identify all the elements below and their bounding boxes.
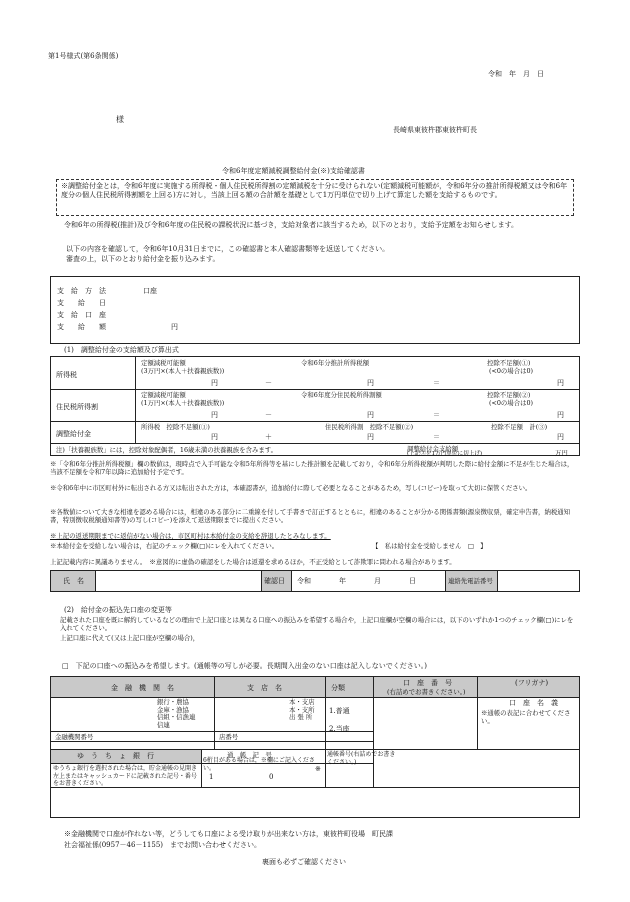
amount-label: 支 給 額 [57, 323, 106, 331]
date-field[interactable]: 令和 年 月 日 [297, 577, 416, 585]
note-2 [50, 484, 578, 492]
intro-3: 審査の上，以下のとおり給付金を振り込みます。 [66, 255, 220, 263]
addressee-suffix: 様 [116, 115, 124, 124]
account-change-checkbox[interactable]: □ 下記の口座への振込みを希望します。(通帳等の写しが必要。長期間入出金のない口座は記入しないでください。) [62, 662, 428, 670]
form-number: 第1号様式(第6条関係) [48, 52, 119, 60]
yucho-label: ゆ う ち ょ 銀 行 [77, 752, 154, 760]
name-field[interactable] [97, 573, 257, 589]
row2-h3: 控除不足額(②) [487, 391, 531, 399]
date-label: 確認日 [264, 577, 285, 585]
method-value: 口座 [143, 287, 157, 295]
row3-label: 調整給付金 [56, 430, 91, 438]
section2-line1: 記載された口座を既に解約しているなどの理由で上記口座とは異なる口座への振込みを希望する場合や，上記口座欄が空欄の場合には，以下のいずれか1つのチェック欄(□)にレを入れてください。 [60, 616, 574, 632]
row2-h3b: (<0の場合は0) [489, 399, 534, 407]
row1-h3: 控除不足額(①) [487, 359, 531, 367]
note-3-text: ※各数値について大きな相違を認める場合には，相違のある部分に二重線を付して手書きで訂正するとともに，相違のあることが分かる関係書類(源泉徴収票，確定申告書，納税通知書，特別徴収税額通知書等)の写し(コピー)を添えて返送期限までに提出ください。 [50, 508, 571, 524]
amount-unit: 円 [171, 323, 178, 331]
row2-h1: 定額減税可能額 [141, 391, 186, 399]
page-title: 令和6年度定額減税調整給付金(※)支給確認書 [222, 167, 365, 175]
name-label: 氏 名 [63, 577, 84, 585]
footer-line1: ※金融機関で口座が作れない等，どうしても口座による受け取りが出来ない方は，東彼杵町役場 町民課 [64, 830, 393, 838]
notice-box: ※調整給付金とは，令和6年度に実施する所得税・個人住民税所得割の定額減税を十分に受けられない(定額減税可能額が，令和6年分の推計所得税額又は令和6年度分の個人住民税所得割額を上回る)方に対し，当該上回る額の合計額を基礎として1万円単位で切り上げて算定した額を支給するものです。 [56, 179, 574, 216]
bank-code-label: 金融機関番号 [55, 733, 94, 741]
yen: 円 [557, 433, 564, 441]
yen: 円 [367, 411, 374, 419]
row3-e: (上記③を1万円単位に切上げ) [407, 451, 483, 457]
note-1 [50, 460, 578, 476]
bank-header: 金 融 機 関 名 [111, 684, 174, 692]
note-4: ※上記の返送期限までに返信がない場合は，市区町村は本給付金の支給を辞退したとみなします。 [50, 532, 331, 540]
minus: － [265, 379, 272, 387]
type-current[interactable]: 2.当座 [329, 725, 350, 733]
row2-h2: 令和6年度分住民税所得割額 [301, 391, 382, 399]
payment-info-box [50, 276, 580, 344]
account-label: 支 給 口 座 [57, 311, 106, 319]
intro-2: 以下の内容を確認して，令和6年10月31日までに，この確認書と本人確認書類等を返送してください。 [66, 245, 390, 253]
calc-heading: (1) 調整給付金の支給額及び算出式 [64, 346, 179, 354]
bank-kinds: 銀行・農協 金庫・漁協 信組・信漁連 信連 [157, 698, 196, 730]
row1-h1: 定額減税可能額 [141, 359, 186, 367]
equals: ＝ [433, 433, 440, 441]
row2-h1b: (1万円×(本人＋扶養親族数)) [141, 399, 225, 407]
type-normal[interactable]: 1.普通 [329, 707, 350, 715]
row2-label: 住民税所得割 [56, 403, 98, 411]
minus: － [265, 411, 272, 419]
passbook-code-label: 通 帳 記 号 [227, 751, 272, 759]
note-5: ※本給付金を受給しない場合は，右記のチェック欄(□)にレを入れてください。 [50, 542, 279, 550]
kana-header: (フリガナ) [515, 679, 549, 687]
passbook-no-label: 通帳番号(右詰めでお書きください。) [327, 751, 396, 766]
type-header: 分類 [331, 684, 345, 692]
note-3 [50, 508, 578, 524]
row3-c: 控除不足額 計(③) [491, 423, 548, 431]
acct-header-note: (右詰めでお書きください。) [387, 688, 466, 696]
yen: 円 [367, 433, 374, 441]
phone-label: 連絡先電話番号 [448, 577, 493, 585]
row1-h1b: (3万円×(本人＋扶養親族数)) [141, 367, 225, 375]
section2-line2: 上記口座に代えて(又は上記口座が空欄の場合)， [60, 634, 200, 642]
decline-checkbox[interactable]: 【 私は給付金を受給しません □ 】 [372, 542, 487, 550]
sign-table [50, 570, 580, 592]
row1-h2: 令和6年分推計所得税額 [301, 359, 369, 367]
branch-kinds: 本・支店 本・支所 出 張 所 [289, 698, 315, 722]
asterisk-mark: ※ [315, 765, 321, 773]
account-name-note: ※通帳の表記に合わせてください。 [481, 709, 571, 725]
yen: 円 [557, 411, 564, 419]
date-label: 支 給 日 [57, 299, 106, 307]
confirm-line: 上記記載内容に異議ありません。 ※意図的に虚偽の確認をした場合は返還を求めるほか，不正受給として詐欺罪に問われる場合があります。 [50, 558, 456, 566]
yucho-note: ゆうちょ銀行を選択された場合は，貯金通帳の見開き左上またはキャッシュカードに記載された記号・番号をお書きください。 [53, 765, 198, 787]
row3-d: 調整給付金支給額 [407, 445, 459, 453]
equals: ＝ [433, 379, 440, 387]
yen: 円 [211, 379, 218, 387]
row1-label: 所得税 [56, 371, 77, 379]
calc-table [50, 356, 580, 456]
row3-a: 所得税 控除不足額(①) [141, 423, 210, 431]
yen: 円 [367, 379, 374, 387]
code-digit-1: 1 [209, 773, 214, 781]
yen: 円 [211, 411, 218, 419]
note-1-text: ※「令和6年分推計所得税額」欄の数値は，現時点で入手可能な令和5年所得等を基にした推計額を記載しており，令和6年分所得税額が判明した際に給付金額に不足が生じた場合は，当該不足額を令和7年以降に追加給付予定です。 [50, 460, 574, 476]
date-line: 令和 年 月 日 [488, 70, 544, 78]
man-yen: 万円 [555, 449, 568, 457]
calc-note: 注)「扶養親族数」には，控除対象配偶者，16歳未満の扶養親族を含みます。 [56, 446, 278, 454]
passbook-code-note: 6桁目がある場合は，※欄にご記入ください。 [203, 757, 315, 772]
row1-h3b: (<0の場合は0) [489, 367, 534, 375]
equals: ＝ [433, 411, 440, 419]
row3-b: 住民税所得割 控除不足額(②) [325, 423, 414, 431]
bank-table [50, 676, 580, 818]
plus: ＋ [265, 433, 272, 441]
phone-field[interactable] [499, 573, 577, 589]
branch-header: 支 店 名 [247, 684, 282, 692]
branch-code-label: 店番号 [219, 733, 239, 741]
section2-heading: (2) 給付金の振込先口座の変更等 [64, 606, 172, 614]
issuer: 長崎県東彼杵郡東彼杵町長 [393, 126, 477, 134]
footer-line2: 社会福祉係(0957－46－1155) までお問い合わせください。 [64, 841, 261, 849]
account-name-label: 口 座 名 義 [509, 699, 558, 707]
acct-header: 口 座 番 号 [403, 679, 452, 687]
code-digit-0: 0 [269, 773, 274, 781]
back-note: 裏面も必ずご確認ください [262, 858, 346, 866]
note-2-text: ※令和6年中に市区町村外に転出される方又は転出された方は，本確認書が，追加給付に際して必要となることがあるため，写し(コピー)を取って大切に保管ください。 [50, 484, 532, 492]
method-label: 支 給 方 法 [57, 287, 106, 295]
intro-1: 令和6年の所得税(推計)及び令和6年度の住民税の課税状況に基づき，支給対象者に該当するため，以下のとおり，支給予定額をお知らせします。 [64, 221, 519, 229]
yen: 円 [211, 433, 218, 441]
yen: 円 [557, 379, 564, 387]
